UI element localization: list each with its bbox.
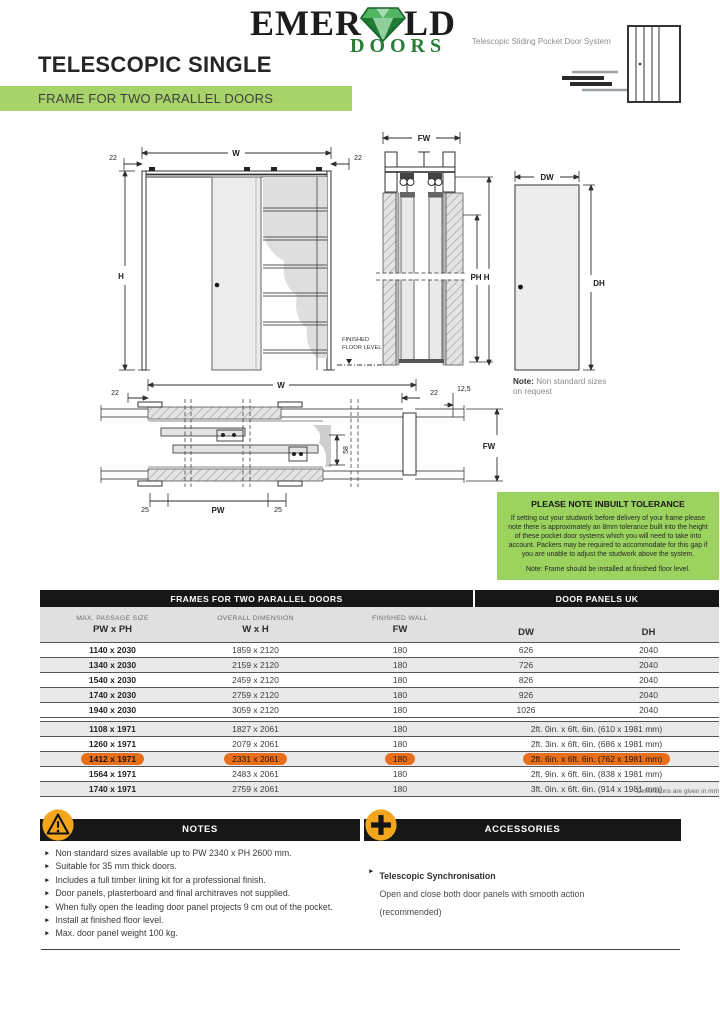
dim-label-ph-h: PH H	[470, 273, 490, 282]
dim-22-right	[331, 155, 362, 170]
notes-section-header: NOTES	[40, 819, 360, 841]
table-row: 1260 x 1971 2079 x 2061 180 2ft. 3in. x 6ft. 6in. (686 x 1981 mm)	[40, 737, 719, 752]
subtitle-banner	[0, 86, 352, 111]
highlight-marker: 1412 x 1971	[81, 753, 144, 765]
table-row: 1540 x 2030 2459 x 2120 180 826 2040	[40, 673, 719, 688]
svg-text:FLOOR LEVEL: FLOOR LEVEL	[342, 345, 382, 351]
list-item: ► Non standard sizes available up to PW 2340 x PH 2600 mm.	[44, 848, 292, 858]
dim-label-pw: PW	[211, 506, 225, 515]
column-header-dw: DW	[474, 607, 578, 643]
warning-icon	[41, 808, 75, 842]
door-panel-drawing	[503, 165, 615, 380]
page-title: TELESCOPIC SINGLE	[38, 52, 272, 77]
plan-door-panels	[161, 425, 331, 467]
table-row: 1564 x 1971 2483 x 2061 180 2ft. 9in. x 6ft. 6in. (838 x 1981 mm)	[40, 767, 719, 782]
door-handle-dot	[215, 283, 220, 288]
vertical-section-drawing	[366, 126, 496, 388]
column-header-dh: DH	[578, 607, 719, 643]
bottom-divider	[41, 949, 680, 950]
non-standard-sizes-note	[513, 377, 613, 398]
list-item: ► When fully open the leading door panel projects 9 cm out of the pocket.	[44, 901, 333, 912]
accessory-recommendation: (recommended)	[379, 907, 442, 917]
track-assembly	[385, 152, 455, 194]
front-elevation-drawing	[95, 133, 387, 380]
svg-text:22: 22	[111, 390, 119, 397]
dimensions-table	[40, 590, 719, 797]
accessory-item	[368, 866, 668, 920]
product-tagline: Telescopic Sliding Pocket Door System	[472, 37, 611, 46]
table-row: 1140 x 2030 1859 x 2120 180 626 2040	[40, 643, 719, 658]
dim-label-22-right: 22	[354, 155, 362, 162]
closing-jamb	[403, 413, 416, 475]
dim-label-fw-plan: FW	[482, 442, 496, 451]
column-header-finished-wall: FINISHED WALL FW	[326, 607, 474, 643]
bullet-arrow-icon: ►	[44, 863, 51, 871]
highlight-marker: 2ft. 6in. x 6ft. 6in. (762 x 1981 mm)	[523, 753, 670, 765]
brand-logo	[250, 2, 460, 57]
subtitle-text: FRAME FOR TWO PARALLEL DOORS	[38, 91, 274, 106]
svg-text:25: 25	[274, 507, 282, 514]
table-row: 1340 x 2030 2159 x 2120 180 726 2040	[40, 658, 719, 673]
dim-fw-plan	[466, 409, 503, 481]
dim-dw	[515, 171, 579, 182]
door-handle-dot	[518, 285, 523, 290]
dim-w-plan	[148, 379, 416, 391]
dim-label-w: W	[232, 149, 240, 158]
table-column-header-row	[40, 607, 719, 643]
list-item: ► Install at finished floor level.	[44, 915, 164, 926]
logo-text-end: LD	[404, 3, 457, 43]
door-panel-face	[515, 185, 579, 370]
dim-pw	[141, 493, 286, 515]
svg-text:12,5: 12,5	[457, 386, 471, 393]
plan-walls	[101, 402, 464, 486]
table-row: 1940 x 2030 3059 x 2120 180 1026 2040	[40, 703, 719, 718]
dim-w	[142, 147, 331, 159]
pocket-door-system-icon	[558, 18, 683, 110]
table-row: 1740 x 2030 2759 x 2120 180 926 2040	[40, 688, 719, 703]
table-footnote: Dimensions are given in mm	[636, 788, 719, 795]
column-header-overall-dimension: OVERALL DIMENSION W x H	[185, 607, 326, 643]
logo-text-start: EMER	[250, 3, 362, 43]
bullet-arrow-icon: ►	[44, 850, 51, 857]
accessory-title: Telescopic Synchronisation	[379, 871, 496, 881]
notes-list	[44, 848, 340, 942]
tolerance-body: If setting out your studwork before delivery of your frame please note there is approximately an 8mm tolerance built into the height of these pocket door systems which you will need to take into account. Packers may be required to accommodate for this gap if you are unable to adjust the studwork above the system.	[508, 515, 708, 559]
note-label: Note:	[513, 377, 534, 386]
dim-label-58: 58	[343, 446, 350, 454]
dim-h	[118, 171, 135, 370]
dim-58	[329, 435, 350, 465]
dim-dh	[583, 185, 605, 370]
bullet-arrow-icon: ►	[44, 876, 51, 884]
bullet-arrow-icon: ►	[44, 890, 51, 898]
accessories-section-header: ACCESSORIES	[364, 819, 681, 841]
bullet-arrow-icon: ►	[44, 930, 51, 938]
tolerance-note-box	[497, 492, 719, 580]
table-row-highlighted	[40, 752, 719, 767]
tolerance-footer-note: Note: Frame should be installed at finished floor level.	[526, 565, 690, 573]
plus-icon	[364, 808, 398, 842]
dim-reveal-plan	[444, 386, 471, 417]
dim-label-fw-section: FW	[417, 134, 431, 143]
bullet-arrow-icon: ►	[368, 868, 375, 875]
dim-22-left	[109, 155, 142, 170]
dim-label-h: H	[118, 272, 124, 281]
bullet-arrow-icon: ►	[44, 917, 51, 925]
svg-text:22: 22	[430, 390, 438, 397]
dim-fw-section	[383, 132, 460, 144]
note-text: Non standard sizes on request	[513, 377, 607, 397]
table-row: 1740 x 1971 2759 x 2061 180 3ft. 0in. x 6ft. 6in. (914 x 1981 mm)	[40, 782, 719, 797]
dim-label-dh: DH	[593, 279, 605, 288]
plan-section-drawing	[93, 373, 521, 545]
highlight-marker: 180	[385, 753, 415, 765]
logo-doors-text: DOORS	[350, 35, 447, 57]
dim-22-left-plan	[111, 390, 148, 403]
dim-label-w-plan: W	[277, 381, 285, 390]
accessory-description: Open and close both door panels with smooth action	[379, 889, 585, 899]
list-item: ► Max. door panel weight 100 kg.	[44, 928, 178, 939]
door-panel-front	[212, 177, 261, 370]
list-item: ► Suitable for 35 mm thick doors.	[44, 861, 177, 872]
svg-text:25: 25	[141, 507, 149, 514]
dim-label-22-left: 22	[109, 155, 117, 162]
table-row: 1108 x 1971 1827 x 2061 180 2ft. 0in. x 6ft. 6in. (610 x 1981 mm)	[40, 722, 719, 737]
table-group-header-row	[40, 590, 719, 607]
dim-label-dw: DW	[540, 173, 554, 182]
dim-22-right-plan	[402, 390, 438, 403]
tolerance-title: PLEASE NOTE INBUILT TOLERANCE	[531, 499, 685, 509]
list-item: ► Door panels, plasterboard and final architraves not supplied.	[44, 888, 291, 899]
bullet-arrow-icon: ►	[44, 903, 51, 911]
column-header-passage-size: MAX. PASSAGE SIZE PW x PH	[40, 607, 185, 643]
group-header-panels: DOOR PANELS UK	[474, 590, 719, 607]
highlight-marker: 2331 x 2061	[224, 753, 287, 765]
list-item: ► Includes a full timber lining kit for a professional finish.	[44, 874, 266, 885]
svg-text:FINISHED: FINISHED	[342, 337, 370, 343]
group-header-frames: FRAMES FOR TWO PARALLEL DOORS	[40, 590, 474, 607]
